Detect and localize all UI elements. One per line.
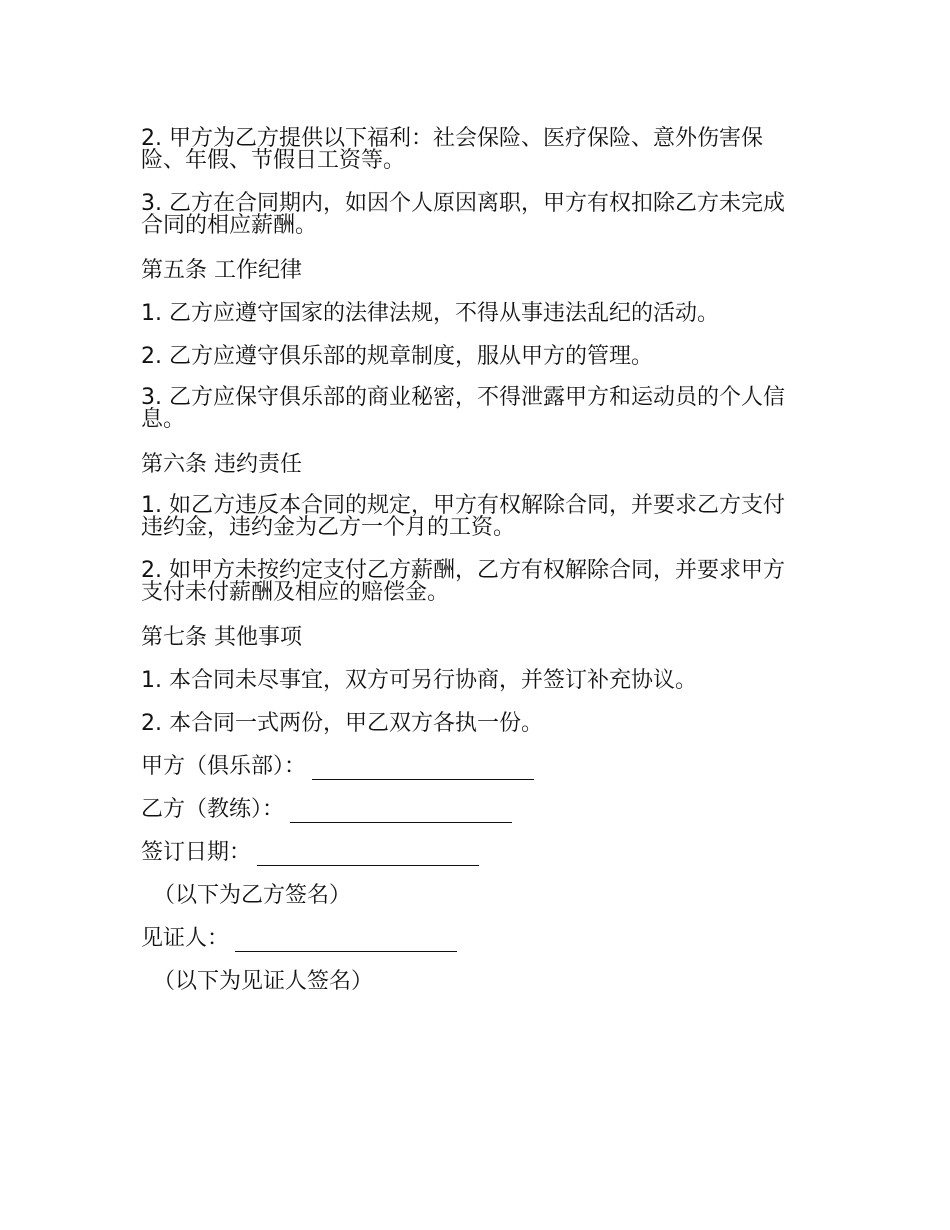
clause-5-item-2: 2. 乙方应遵守俱乐部的规章制度，服从甲方的管理。 xyxy=(141,344,653,369)
witness-label: 见证人： xyxy=(141,926,230,951)
party-a-signature-line xyxy=(141,754,801,780)
sign-date-line xyxy=(141,840,801,866)
clause-7-heading: 第七条 其他事项 xyxy=(141,625,302,650)
clause-4-item-3: 3. 乙方在合同期内，如因个人原因离职，甲方有权扣除乙方未完成合同的相应薪酬。 xyxy=(141,191,785,238)
clause-4-item-2: 2. 甲方为乙方提供以下福利：社会保险、医疗保险、意外伤害保险、年假、节假日工资等。 xyxy=(141,126,763,173)
party-b-blank xyxy=(290,802,512,823)
document-page xyxy=(141,128,801,1012)
clause-5-heading: 第五条 工作纪律 xyxy=(141,258,302,283)
party-a-blank xyxy=(312,759,534,780)
sign-date-label: 签订日期： xyxy=(141,840,252,865)
witness-signature-note: （以下为见证人签名） xyxy=(153,969,374,994)
clause-6-item-1: 1. 如乙方违反本合同的规定，甲方有权解除合同，并要求乙方支付违约金，违约金为乙方一个月的工资。 xyxy=(141,493,785,540)
witness-blank xyxy=(235,931,457,952)
clause-6-item-2: 2. 如甲方未按约定支付乙方薪酬，乙方有权解除合同，并要求甲方支付未付薪酬及相应的赔偿金。 xyxy=(141,558,785,605)
party-b-signature-line xyxy=(141,797,801,823)
clause-7-item-2: 2. 本合同一式两份，甲乙双方各执一份。 xyxy=(141,711,543,736)
clause-6-heading: 第六条 违约责任 xyxy=(141,452,302,477)
witness-signature-line xyxy=(141,926,801,952)
clause-5-item-1: 1. 乙方应遵守国家的法律法规，不得从事违法乱纪的活动。 xyxy=(141,301,719,326)
clause-7-item-1: 1. 本合同未尽事宜，双方可另行协商，并签订补充协议。 xyxy=(141,668,697,693)
party-a-label: 甲方（俱乐部）： xyxy=(141,754,307,779)
party-b-label: 乙方（教练）： xyxy=(141,797,285,822)
sign-date-blank xyxy=(257,845,479,866)
party-b-signature-note: （以下为乙方签名） xyxy=(153,883,352,908)
clause-5-item-3: 3. 乙方应保守俱乐部的商业秘密，不得泄露甲方和运动员的个人信息。 xyxy=(141,385,785,432)
